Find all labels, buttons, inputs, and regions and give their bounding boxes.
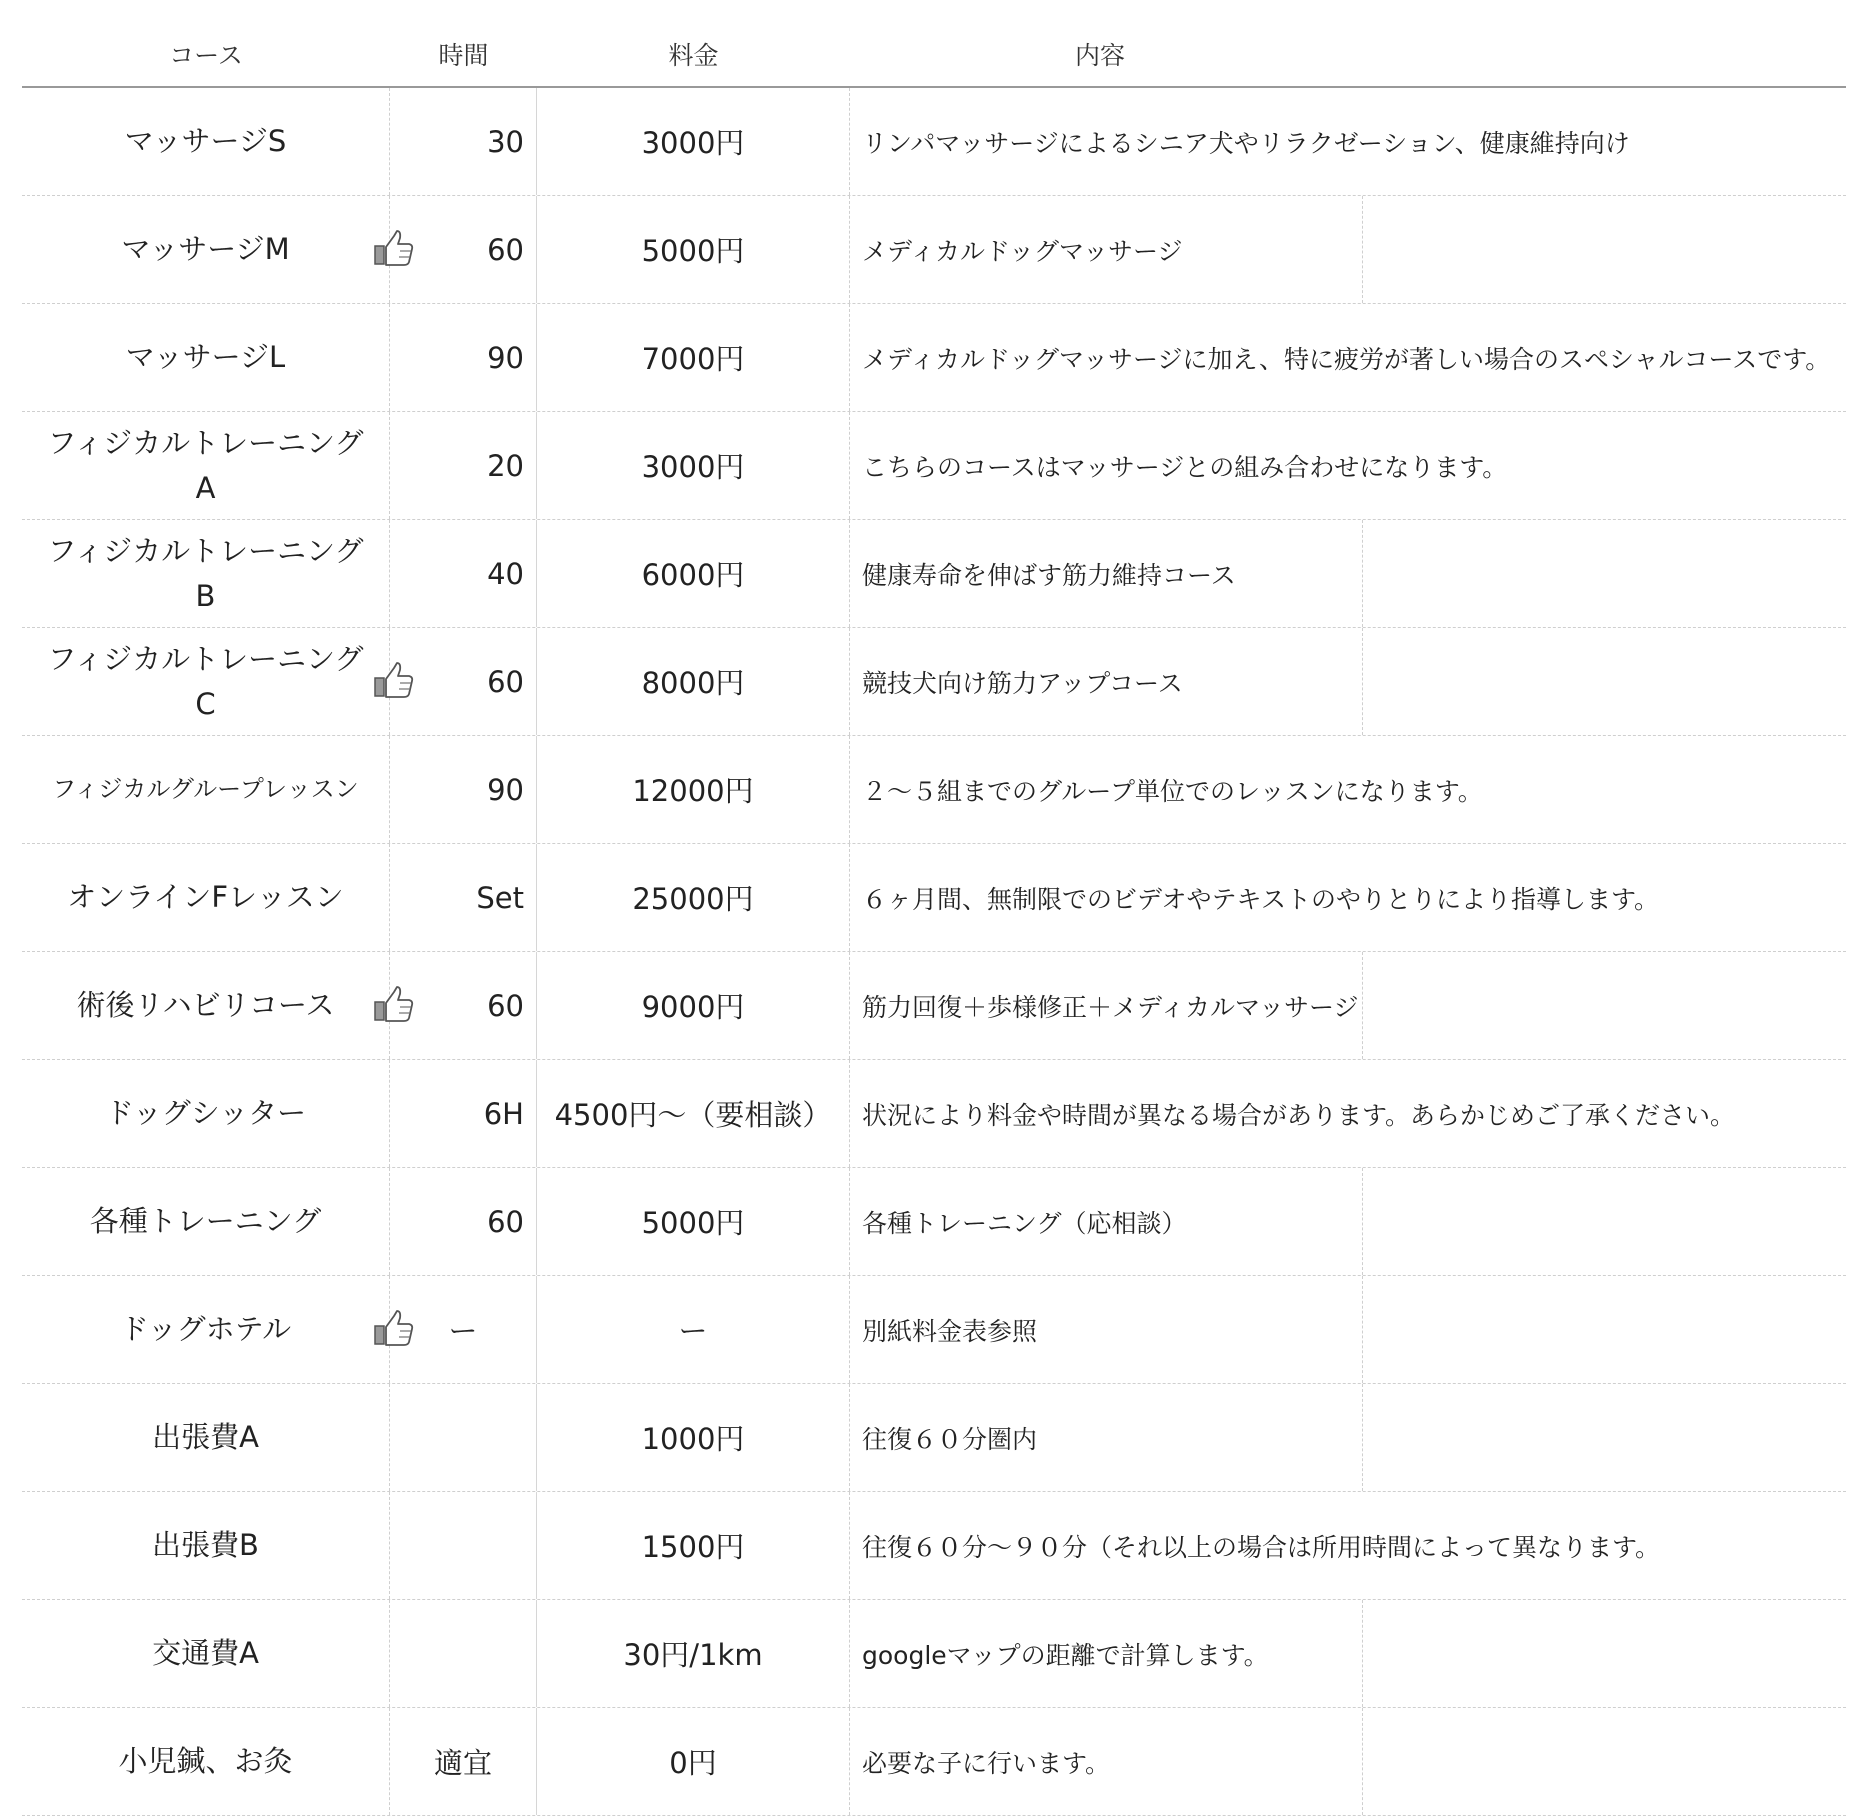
header-fee: 料金	[668, 41, 719, 70]
course-cell	[22, 1492, 390, 1599]
thumbs-up-icon	[372, 1308, 416, 1348]
thumbs-up-icon	[372, 984, 416, 1024]
table-row	[22, 628, 1846, 736]
time-cell: 30	[390, 88, 537, 195]
description-cell: こちらのコースはマッサージとの組み合わせになります。	[862, 452, 1508, 482]
description-cell: 別紙料金表参照	[862, 1316, 1038, 1346]
table-row	[22, 520, 1846, 628]
thumbs-up-icon	[372, 660, 416, 700]
course-name-line: 各種トレーニング	[89, 1204, 322, 1239]
fee-cell: 6000円	[537, 520, 850, 627]
description-cell: googleマップの距離で計算します。	[862, 1640, 1269, 1670]
time-cell: 60	[390, 196, 537, 303]
time-cell: 20	[390, 412, 537, 519]
header-time: 時間	[438, 41, 489, 70]
course-name-line: 交通費A	[152, 1636, 259, 1671]
time-cell: 6H	[390, 1060, 537, 1167]
time-cell: 60	[390, 1168, 537, 1275]
course-cell	[22, 520, 390, 627]
course-name-line: B	[195, 578, 216, 613]
description-cell: メディカルドッグマッサージに加え、特に疲労が著しい場合のスペシャルコースです。	[862, 344, 1831, 374]
cell-divider	[1362, 952, 1363, 1059]
course-name-line: C	[195, 686, 216, 721]
time-cell: 60	[390, 628, 537, 735]
time-cell: 40	[390, 520, 537, 627]
course-name-line: フィジカルトレーニング	[47, 425, 364, 460]
fee-cell: 4500円〜（要相談）	[537, 1060, 850, 1167]
fee-cell: 3000円	[537, 412, 850, 519]
course-name-line: 出張費B	[152, 1528, 259, 1563]
description-cell: 往復６０分〜９０分（それ以上の場合は所用時間によって異なります。	[862, 1532, 1661, 1562]
fee-cell: 25000円	[537, 844, 850, 951]
time-cell	[390, 1600, 537, 1707]
time-cell	[390, 1384, 537, 1491]
description-cell: 筋力回復＋歩様修正＋メディカルマッサージ	[862, 992, 1359, 1022]
fee-cell: 5000円	[537, 1168, 850, 1275]
course-name-line: 出張費A	[152, 1420, 259, 1455]
course-cell	[22, 1708, 390, 1815]
description-cell: 競技犬向け筋力アップコース	[862, 668, 1183, 698]
table-row	[22, 1168, 1846, 1276]
description-cell: 健康寿命を伸ばす筋力維持コース	[862, 560, 1236, 590]
header-desc: 内容	[1074, 41, 1125, 70]
course-cell	[22, 1168, 390, 1275]
table-row	[22, 196, 1846, 304]
course-cell	[22, 952, 390, 1059]
course-name-line: マッサージS	[124, 124, 287, 159]
course-cell	[22, 88, 390, 195]
fee-cell: 1000円	[537, 1384, 850, 1491]
cell-divider	[1362, 1384, 1363, 1491]
course-cell	[22, 1060, 390, 1167]
table-row	[22, 1492, 1846, 1600]
time-cell: Set	[390, 844, 537, 951]
fee-cell: 3000円	[537, 88, 850, 195]
course-cell	[22, 1600, 390, 1707]
time-cell: ー	[390, 1276, 537, 1383]
course-cell	[22, 196, 390, 303]
price-table	[22, 0, 1846, 1816]
course-cell	[22, 628, 390, 735]
table-header	[22, 0, 1846, 88]
table-body	[22, 88, 1846, 1816]
course-name-line: 術後リハビリコース	[76, 988, 335, 1023]
cell-divider	[1362, 1600, 1363, 1707]
description-cell: 往復６０分圏内	[862, 1424, 1038, 1454]
course-cell	[22, 736, 390, 843]
description-cell: 状況により料金や時間が異なる場合があります。あらかじめご了承ください。	[862, 1100, 1736, 1130]
table-row	[22, 412, 1846, 520]
time-cell	[390, 1492, 537, 1599]
fee-cell: 1500円	[537, 1492, 850, 1599]
fee-cell: 7000円	[537, 304, 850, 411]
table-row	[22, 952, 1846, 1060]
cell-divider	[1362, 196, 1363, 303]
description-cell: メディカルドッグマッサージ	[862, 236, 1183, 266]
time-cell: 適宜	[390, 1708, 537, 1815]
description-cell: 各種トレーニング（応相談）	[862, 1208, 1187, 1238]
course-name-line: フィジカルトレーニング	[47, 641, 364, 676]
fee-cell: 8000円	[537, 628, 850, 735]
table-row	[22, 88, 1846, 196]
description-cell: リンパマッサージによるシニア犬やリラクゼーション、健康維持向け	[862, 128, 1630, 158]
course-cell	[22, 844, 390, 951]
time-cell: 90	[390, 304, 537, 411]
table-row	[22, 304, 1846, 412]
fee-cell: ー	[537, 1276, 850, 1383]
cell-divider	[1362, 628, 1363, 735]
course-cell	[22, 1384, 390, 1491]
course-name-line: フィジカルグループレッスン	[52, 774, 359, 803]
cell-divider	[1362, 1708, 1363, 1815]
fee-cell: 30円/1km	[537, 1600, 850, 1707]
table-row	[22, 1600, 1846, 1708]
header-course: コース	[169, 41, 243, 70]
course-name-line: A	[195, 470, 216, 505]
course-cell	[22, 1276, 390, 1383]
course-name-line: マッサージL	[125, 340, 286, 375]
course-name-line: ドッグホテル	[119, 1312, 292, 1347]
thumbs-up-icon	[372, 228, 416, 268]
course-name-line: オンラインFレッスン	[67, 880, 344, 915]
course-cell	[22, 304, 390, 411]
course-name-line: 小児鍼、お灸	[118, 1744, 293, 1779]
fee-cell: 9000円	[537, 952, 850, 1059]
course-name-line: マッサージM	[121, 232, 290, 267]
cell-divider	[1362, 1276, 1363, 1383]
course-cell	[22, 412, 390, 519]
cell-divider	[1362, 520, 1363, 627]
description-cell: 必要な子に行います。	[862, 1748, 1111, 1778]
table-row	[22, 1384, 1846, 1492]
cell-divider	[1362, 1168, 1363, 1275]
table-row	[22, 1276, 1846, 1384]
time-cell: 90	[390, 736, 537, 843]
description-cell: ２〜５組までのグループ単位でのレッスンになります。	[862, 776, 1483, 806]
fee-cell: 0円	[537, 1708, 850, 1815]
table-row	[22, 844, 1846, 952]
time-cell: 60	[390, 952, 537, 1059]
course-name-line: ドッグシッター	[104, 1096, 307, 1131]
description-cell: ６ヶ月間、無制限でのビデオやテキストのやりとりにより指導します。	[862, 884, 1660, 914]
fee-cell: 12000円	[537, 736, 850, 843]
table-row	[22, 736, 1846, 844]
fee-cell: 5000円	[537, 196, 850, 303]
course-name-line: フィジカルトレーニング	[47, 533, 364, 568]
table-row	[22, 1060, 1846, 1168]
